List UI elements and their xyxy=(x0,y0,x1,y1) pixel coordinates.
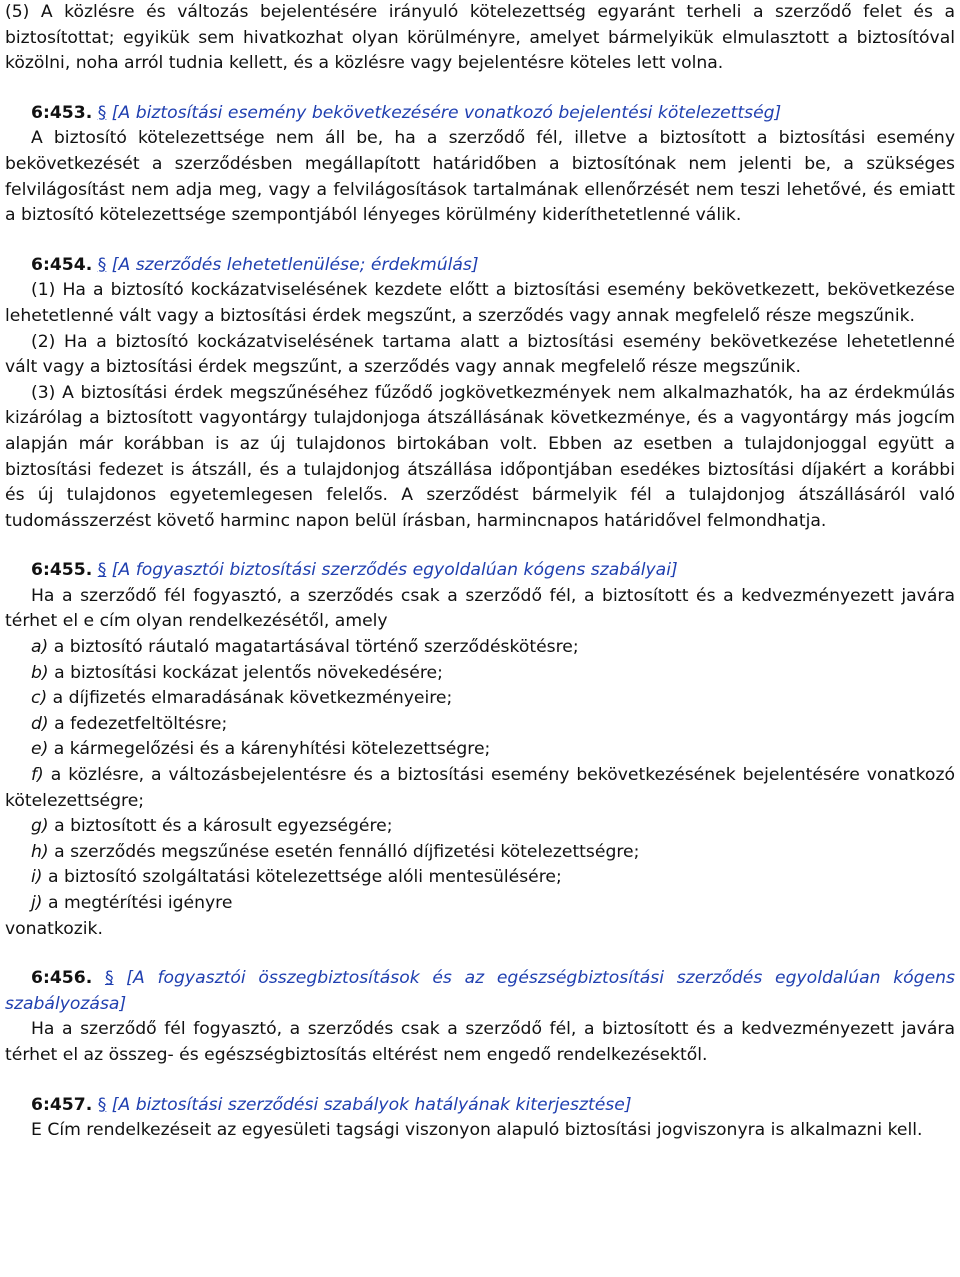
list-item xyxy=(5,865,955,891)
section-6-455-closing: vonatkozik. xyxy=(5,918,103,939)
section-6-453-heading xyxy=(5,101,955,127)
item-letter: g) xyxy=(31,816,49,837)
item-text: a díjfizetés elmaradásának következményeire; xyxy=(52,688,453,709)
section-number: 6:457. xyxy=(31,1094,93,1115)
section-link[interactable]: § xyxy=(97,254,107,275)
section-number: 6:453. xyxy=(31,102,93,123)
paragraph-1: (1) Ha a biztosító kockázatviselésének kezdete előtt a biztosítási esemény bekövetkezett, bekövetkezése lehetetlenné vált vagy a biztosítási érdek megszűnt, a szerződés vagy annak megfelelő része megszűnik. xyxy=(5,280,955,326)
section-6-457-body: E Cím rendelkezéseit az egyesületi tagsági viszonyon alapuló biztosítási jogviszonyra is alkalmazni kell. xyxy=(31,1120,923,1141)
section-title: [A biztosítási esemény bekövetkezésére vonatkozó bejelentési kötelezettség] xyxy=(111,102,782,123)
section-title: [A fogyasztói biztosítási szerződés egyoldalúan kógens szabályai] xyxy=(111,560,678,581)
section-title: [A szerződés lehetetlenülése; érdekmúlás] xyxy=(111,254,479,275)
item-letter: d) xyxy=(31,713,49,734)
item-text: a szerződés megszűnése esetén fennálló díjfizetési kötelezettségre; xyxy=(54,841,640,862)
section-link[interactable]: § xyxy=(97,560,107,581)
item-text: a biztosított és a károsult egyezségére; xyxy=(54,816,393,837)
section-link[interactable]: § xyxy=(97,102,107,123)
item-letter: j) xyxy=(31,893,43,913)
section-6-456-body: Ha a szerződő fél fogyasztó, a szerződés csak a szerződő fél, a biztosított és a kedvezményezett javára térhet el az összeg- és egészségbiztosítás eltérést nem engedő rendelkezésektől. xyxy=(5,1019,955,1065)
section-6-453-body: A biztosító kötelezettsége nem áll be, ha a szerződő fél, illetve a biztosított a biztosítási esemény bekövetkezését a szerződésben megállapított határidőben a biztosítónak nem jelenti be, a szükséges felvilágosítást nem adja meg, vagy a felvilágosítások tartalmának ellenőrzését nem teszi lehetővé, és emiatt a biztosító kötelezettsége szempontjából lényeges körülmény kideríthetetlenné válik. xyxy=(5,128,955,226)
item-letter: h) xyxy=(31,841,49,862)
item-letter: e) xyxy=(31,739,49,760)
section-number: 6:455. xyxy=(31,560,93,581)
item-letter: c) xyxy=(31,688,48,709)
list-item xyxy=(5,635,955,661)
section-link[interactable]: § xyxy=(104,968,114,989)
paragraph-2: (2) Ha a biztosító kockázatviselésének tartama alatt a biztosítási esemény bekövetkezése lehetetlenné vált vagy a biztosítási érdek megszűnt, a szerződés vagy annak megfelelő része megszűnik. xyxy=(5,331,955,378)
paragraph-3: (3) A biztosítási érdek megszűnéséhez fűződő jogkövetkezmények nem alkalmazhatók, ha az érdekmúlás kizárólag a biztosított vagyontárgy tulajdonjoga átszállásának következménye, és a vagyontárgy más jogcím alapján már korábban is az új tulajdonos birtokában volt. Ebben az esetben a tulajdonjoggal együtt a biztosítási fedezet is átszáll, és a tulajdonjog átszállása időpontjában esedékes biztosítási díjakért a korábbi és új tulajdonos egyetemlegesen felelős. A szerződést bármelyik fél a tulajdonjog átszállásáról való tudomásszerzést követő harminc napon belül írásban, harmincnapos határidővel felmondhatja. xyxy=(5,382,955,531)
item-letter: f) xyxy=(31,765,44,786)
item-text: a biztosítási kockázat jelentős növekedésére; xyxy=(54,662,443,683)
item-text: a megtérítési igényre xyxy=(47,893,233,913)
item-letter: a) xyxy=(31,637,49,658)
section-title: [A biztosítási szerződési szabályok hatályának kiterjesztése] xyxy=(111,1094,632,1115)
item-letter: b) xyxy=(31,662,49,683)
list-item xyxy=(5,840,955,866)
item-text: a fedezetfeltöltésre; xyxy=(54,713,228,734)
item-text: a közlésre, a változásbejelentésre és a biztosítási esemény bekövetkezésének bejelentésére vonatkozó kötelezettségre; xyxy=(5,765,955,811)
list-item xyxy=(5,686,955,712)
list-item xyxy=(5,737,955,763)
paragraph-5: (5) A közlésre és változás bejelentésére irányuló kötelezettség egyaránt terheli a szerződő felet és a biztosítottat; egyikük sem hivatkozhat olyan körülményre, amelyet bármelyikük elmulasztott a biztosítóval közölni, noha arról tudnia kellett, és a közlésre vagy bejelentésre köteles lett volna. xyxy=(5,2,955,74)
section-link[interactable]: § xyxy=(97,1094,107,1115)
item-text: a biztosító szolgáltatási kötelezettsége alóli mentesülésére; xyxy=(47,867,562,888)
section-number: 6:454. xyxy=(31,254,93,275)
section-6-454-heading xyxy=(5,253,955,279)
list-item xyxy=(5,814,955,840)
section-number: 6:456. xyxy=(31,968,93,989)
section-6-457-heading xyxy=(5,1093,955,1119)
section-6-456-heading xyxy=(5,966,955,1017)
list-item xyxy=(5,712,955,738)
enumeration-list xyxy=(5,635,955,917)
section-6-455-intro: Ha a szerződő fél fogyasztó, a szerződés csak a szerződő fél, a biztosított és a kedvezményezett javára térhet el e cím olyan rendelkezésétől, amely xyxy=(5,585,955,632)
section-title: [A fogyasztói összegbiztosítások és az egészségbiztosítási szerződés egyoldalúan kógens szabályozása] xyxy=(5,968,956,1014)
item-letter: i) xyxy=(31,867,43,888)
list-item xyxy=(5,661,955,687)
section-6-455-heading xyxy=(5,558,955,584)
item-text: a biztosító ráutaló magatartásával történő szerződéskötésre; xyxy=(53,637,579,658)
item-text: a kármegelőzési és a kárenyhítési kötelezettségre; xyxy=(53,739,491,760)
list-item xyxy=(5,891,955,917)
list-item xyxy=(5,763,955,814)
